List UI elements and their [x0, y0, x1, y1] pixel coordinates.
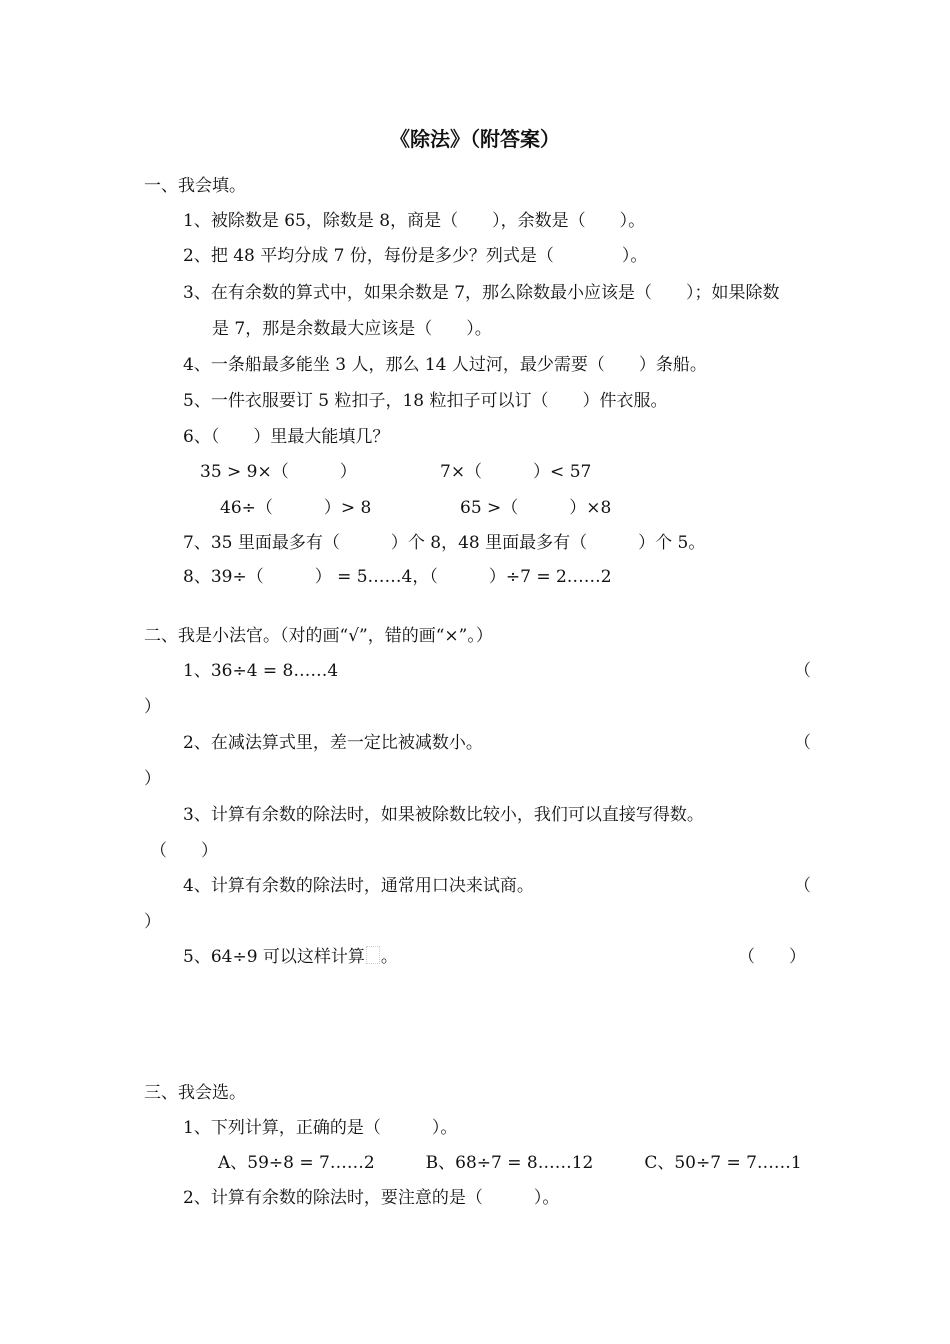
section1-question-6a: 35 > 9×（ ）	[200, 462, 357, 482]
section1-question-5: 5、一件衣服要订 5 粒扣子，18 粒扣子可以订（ ）件衣服。	[183, 391, 668, 411]
section1-question-3-line2: 是 7，那是余数最大应该是（ ）。	[212, 319, 492, 339]
section2-question-1: 1、36÷4 = 8……4	[183, 661, 339, 681]
answer-paren-open-4: （	[794, 876, 811, 896]
section1-question-8: 8、39÷（ ） = 5……4，（ ）÷7 = 2……2	[183, 567, 612, 587]
page-title: 《除法》（附答案）	[390, 127, 560, 151]
section2-question-5-end: 。	[380, 947, 398, 967]
section2-question-5-text: 5、64÷9 可以这样计算	[183, 947, 365, 967]
section3-heading: 三、我会选。	[144, 1083, 246, 1103]
calculation-image-icon	[366, 946, 380, 964]
answer-paren-open-1: （	[794, 661, 811, 681]
section1-question-1: 1、被除数是 65，除数是 8，商是（ ），余数是（ ）。	[183, 211, 646, 231]
section2-question-4: 4、计算有余数的除法时，通常用口决来试商。	[183, 876, 534, 896]
section3-question-1-options: A、59÷8 = 7……2 B、68÷7 = 8……12 C、50÷7 = 7……1	[218, 1153, 802, 1173]
section1-question-7: 7、35 里面最多有（ ）个 8，48 里面最多有（ ）个 5。	[183, 533, 706, 553]
section1-question-6b: 7×（ ）< 57	[440, 462, 592, 482]
section1-question-4: 4、一条船最多能坐 3 人，那么 14 人过河，最少需要（ ）条船。	[183, 355, 707, 375]
section1-heading: 一、我会填。	[144, 176, 246, 196]
section1-question-2: 2、把 48 平均分成 7 份，每份是多少？列式是（ ）。	[183, 246, 648, 266]
section1-question-6: 6、（ ）里最大能填几？	[183, 427, 390, 447]
answer-paren-open-2: （	[794, 733, 811, 753]
answer-paren-close-4: ）	[144, 912, 161, 932]
section1-question-6d: 65 >（ ）×8	[460, 498, 612, 518]
answer-paren-3: （ ）	[150, 841, 218, 861]
section3-question-2: 2、计算有余数的除法时，要注意的是（ ）。	[183, 1188, 560, 1208]
answer-paren-close-1: ）	[144, 697, 161, 717]
section2-question-2: 2、在减法算式里，差一定比被减数小。	[183, 733, 483, 753]
section1-question-3-line1: 3、在有余数的算式中，如果余数是 7，那么除数最小应该是（ ）；如果除数	[183, 283, 780, 303]
section2-question-3: 3、计算有余数的除法时，如果被除数比较小，我们可以直接写得数。	[183, 805, 704, 825]
section1-question-6c: 46÷（ ）> 8	[220, 498, 372, 518]
answer-paren-close-2: ）	[144, 769, 161, 789]
answer-paren-5: （ ）	[738, 947, 806, 967]
section3-question-1: 1、下列计算，正确的是（ ）。	[183, 1118, 458, 1138]
section2-heading: 二、我是小法官。（对的画“√”，错的画“×”。）	[144, 626, 493, 646]
section2-question-5	[183, 946, 398, 968]
